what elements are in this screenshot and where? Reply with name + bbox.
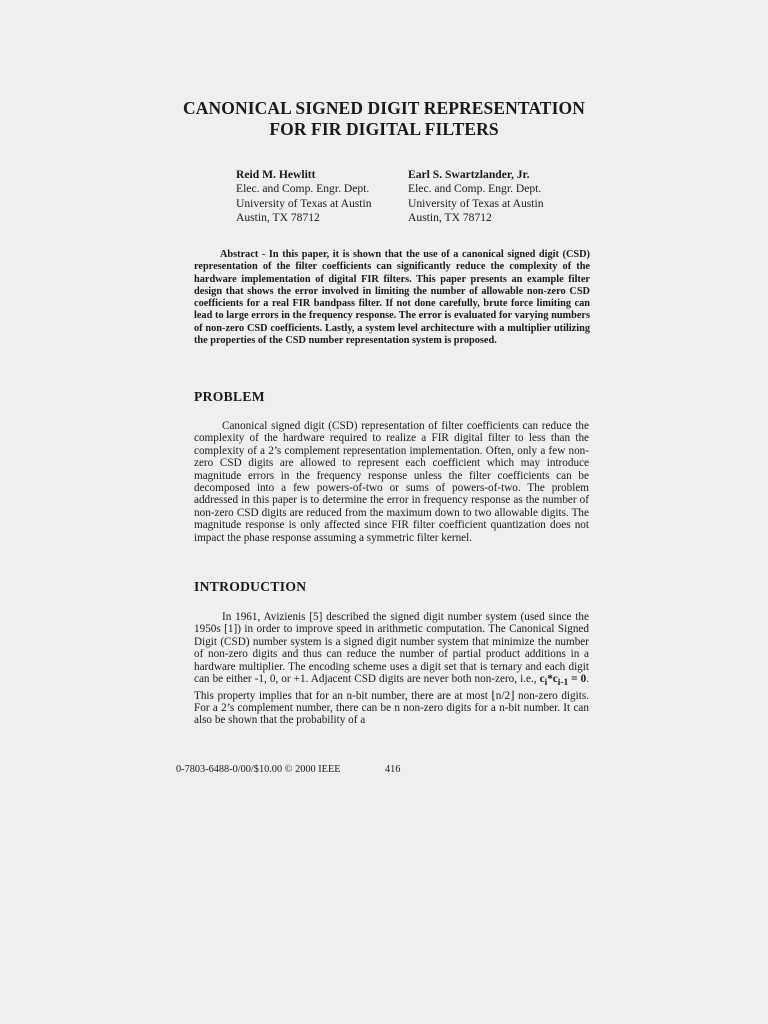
- section-heading-introduction: INTRODUCTION: [194, 579, 307, 594]
- csd-formula: $c_i*c_{i-1} = 0$: [539, 673, 587, 689]
- intro-text-c: non-zero digits. For a 2’s complement number, there can be n non-zero digits for a n-bit number. It can also be shown that the probability of a: [194, 689, 590, 727]
- abstract: Abstract - In this paper, it is shown that the use of a canonical signed digit (CSD) representation of the filter coefficients can significantly reduce the complexity of the hardware implementation of digital FIR filters. This paper presents an example filter design that shows the error involved in limiting the number of allowable non-zero CSD coefficients for a real FIR bandpass filter. If not done carefully, brute force limiting can lead to large errors in the frequency response. The error is evaluated for varying numbers of non-zero CSD coefficients. Lastly, a system level architecture with a multiplier utilizing the properties of the CSD number representation system is proposed.: [194, 249, 590, 347]
- author-block-1: [236, 168, 372, 226]
- title-line-1: CANONICAL SIGNED DIGIT REPRESENTATION: [183, 98, 585, 118]
- author-location: Austin, TX 78712: [236, 211, 320, 225]
- paper-title: [0, 98, 768, 140]
- section-heading-problem: PROBLEM: [194, 389, 265, 404]
- introduction-paragraph: [194, 611, 589, 727]
- author-dept: Elec. and Comp. Engr. Dept.: [236, 182, 370, 196]
- intro-text-a: In 1961, Avizienis [5] described the signed digit number system (used since the 1950s [1]) in order to improve speed in arithmetic computation. The Canonical Signed Digit (CSD) number system is a signed digit number system that minimize the number of non-zero digits and thus can reduce the number of partial product additions in a hardware multiplier. The encoding scheme uses a digit set that is ternary and each digit can be either -1, 0, or +1. Adjacent CSD digits are never both non-zero, i.e.,: [194, 611, 589, 686]
- author-name: Reid M. Hewlitt: [236, 168, 316, 181]
- intro-text-b: . This property implies that for an n-bit number, there are at most: [194, 673, 589, 702]
- footer-copyright: 0-7803-6488-0/00/$10.00 © 2000 IEEE: [176, 764, 341, 775]
- author-university: University of Texas at Austin: [408, 196, 544, 210]
- author-university: University of Texas at Austin: [236, 196, 372, 210]
- problem-paragraph: Canonical signed digit (CSD) representation of filter coefficients can reduce the complexity of the hardware required to realize a FIR digital filter to less than the complexity of a 2’s complement representation implementation. Often, only a few non-zero CSD digits are allowed to represent each coefficient which may introduce magnitude errors in the frequency response unless the filter coefficients can be decomposed into a few powers-of-two or sums of powers-of-two. The problem addressed in this paper is to determine the error in frequency response as the number of non-zero CSD digits are reduced from the maximum down to two allowable digits. The magnitude response is only affected since FIR filter coefficient quantization does not impact the phase response assuming a symmetric filter kernel.: [194, 420, 589, 544]
- author-block-2: [408, 168, 544, 226]
- author-name: Earl S. Swartzlander, Jr.: [408, 168, 530, 181]
- page-number: 416: [385, 764, 401, 775]
- title-line-2: FOR FIR DIGITAL FILTERS: [269, 119, 499, 139]
- author-dept: Elec. and Comp. Engr. Dept.: [408, 182, 542, 196]
- floor-expression: ⌊n/2⌋: [491, 689, 515, 702]
- author-location: Austin, TX 78712: [408, 211, 492, 225]
